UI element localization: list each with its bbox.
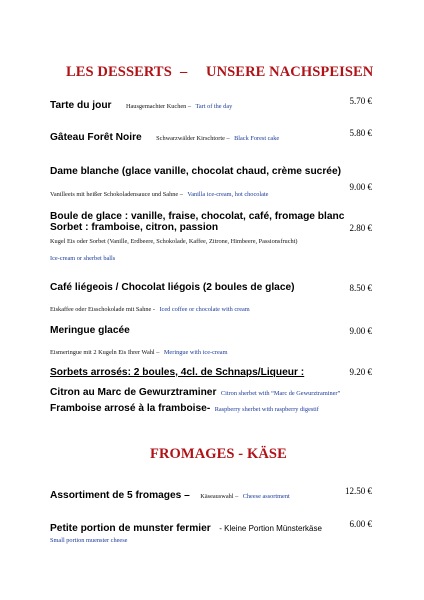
menu-item-munster (50, 518, 322, 536)
item-english: Meringue with ice-cream (163, 349, 228, 356)
menu-item-meringue-desc (50, 341, 227, 359)
item-title: Framboise arrosé à la framboise- (50, 403, 211, 414)
item-english-munster: Small portion muenster cheese (50, 537, 128, 544)
item-english: Vanilla ice-cream, hot chocolate (187, 191, 269, 198)
item-german: Schwarzwälder Kirschtorte – (156, 135, 230, 142)
item-german: Hausgemachter Kuchen – (125, 103, 192, 110)
item-title: Petite portion de munster fermier (50, 523, 211, 534)
item-german: Eismeringue mit 2 Kugeln Eis Ihrer Wahl – (50, 349, 160, 356)
item-title-cafe: Café liégeois / Chocolat liégois (2 boules de glace) (50, 282, 295, 293)
item-english: Cheese assortment (242, 493, 290, 500)
price-munster: 6.00 € (349, 519, 372, 529)
item-german: Vanilleeis mit heißer Schokoladensauce und Sahne – (50, 191, 183, 198)
item-title-sorbets (50, 367, 304, 378)
item-german-boule: Kugel Eis oder Sorbet (Vanille, Erdbeere, Schokolade, Kaffee, Zitrone, Himbeere, Passionsfrucht) (50, 238, 298, 245)
item-german: - Kleine Portion Münsterkäse (219, 524, 322, 533)
item-english: Raspberry sherbet with raspberry digestif (214, 406, 319, 413)
item-title: Gâteau Forêt Noire (50, 132, 142, 143)
price-gateau: 5.80 € (349, 128, 372, 138)
desserts-heading-de: UNSERE NACHSPEISEN (206, 64, 374, 80)
cheese-heading: FROMAGES - KÄSE (150, 446, 287, 462)
menu-item-dame-desc (50, 183, 268, 201)
desserts-heading-fr: LES DESSERTS (66, 64, 172, 80)
menu-item-sorbet-framboise (50, 398, 319, 416)
item-german: Eiskaffee oder Eisschokolade mit Sahne - (50, 306, 155, 313)
item-english: Citron sherbet with “Marc de Gewurztraminer” (220, 390, 341, 397)
menu-item-cafe-desc (50, 298, 250, 316)
price-sorbets: 9.20 € (349, 367, 372, 377)
price-boule: 2.80 € (349, 223, 372, 233)
price-meringue: 9.00 € (349, 326, 372, 336)
price-cafe: 8.50 € (349, 283, 372, 293)
item-title-dame-blanche: Dame blanche (glace vanille, chocolat chaud, crème sucrée) (50, 166, 342, 177)
menu-item-tarte (50, 95, 232, 113)
item-german: Käseauswahl – (200, 493, 239, 500)
item-title-boule: Boule de glace : vanille, fraise, chocolat, café, fromage blanc (50, 211, 345, 222)
price-dame-blanche: 9.00 € (349, 182, 372, 192)
item-title-sorbets-text: Sorbets arrosés: 2 boules, 4cl. de Schnaps/Liqueur : (50, 367, 305, 378)
item-title-meringue: Meringue glacée (50, 325, 130, 336)
menu-item-assortiment (50, 485, 290, 503)
item-title: Tarte du jour (50, 100, 112, 111)
item-english: Tart of the day (195, 103, 233, 110)
price-tarte: 5.70 € (349, 96, 372, 106)
item-title: Assortiment de 5 fromages – (50, 490, 190, 501)
item-title-sorbet: Sorbet : framboise, citron, passion (50, 222, 219, 233)
item-english: Black Forest cake (234, 135, 280, 142)
item-english-boule: Ice-cream or sherbet balls (50, 255, 116, 262)
item-english: Iced coffee or chocolate with cream (159, 306, 250, 313)
item-title: Citron au Marc de Gewurztraminer (50, 387, 217, 398)
desserts-heading-dash: – (180, 64, 188, 80)
menu-item-gateau (50, 127, 279, 145)
price-assortiment: 12.50 € (345, 486, 372, 496)
